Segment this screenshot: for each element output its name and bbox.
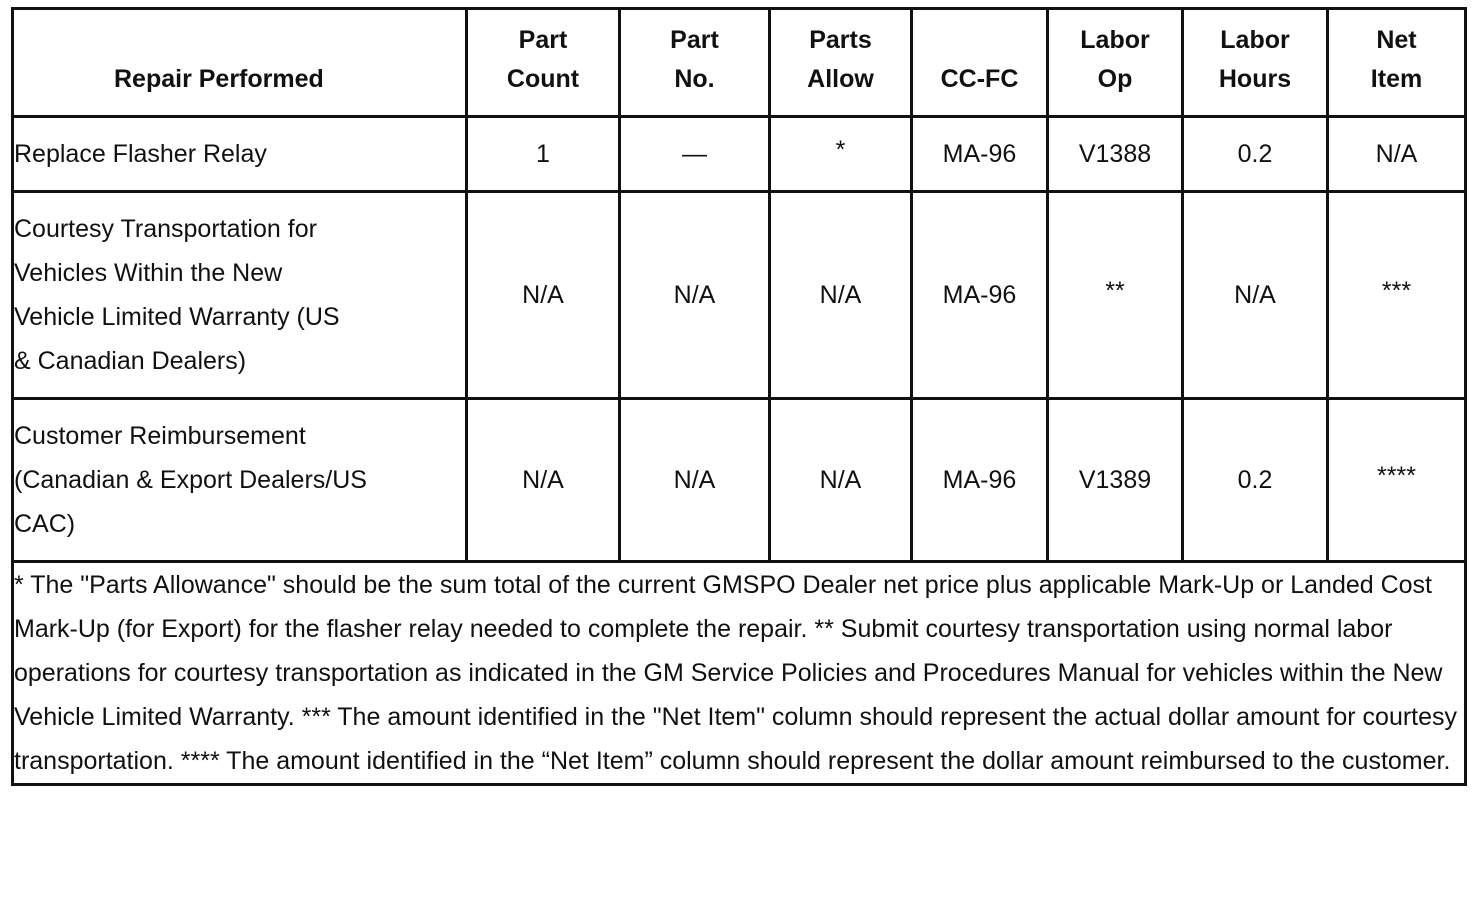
header-labor-op-line-2: Op <box>1097 65 1133 93</box>
repair-line: Courtesy Transportation for <box>14 215 317 243</box>
part-no-cell: N/A <box>620 192 770 399</box>
repair-line: Vehicle Limited Warranty (US <box>14 303 340 331</box>
labor-hours-cell: 0.2 <box>1183 117 1328 192</box>
parts-allow-cell: N/A <box>770 192 912 399</box>
parts-allow-cell <box>770 117 912 192</box>
header-labor-hours-line-2: Hours <box>1218 65 1292 93</box>
part-count-cell: N/A <box>467 399 620 562</box>
cc-fc-cell: MA-96 <box>912 117 1048 192</box>
header-parts-allow <box>770 9 912 117</box>
part-count-cell: N/A <box>467 192 620 399</box>
table-row-courtesy-transportation <box>13 192 1466 399</box>
repair-cell <box>13 192 467 399</box>
header-labor-op <box>1048 9 1183 117</box>
part-no-cell: N/A <box>620 399 770 562</box>
net-item-mark: *** <box>1381 277 1412 305</box>
repair-line: CAC) <box>14 510 76 538</box>
header-labor-hours <box>1183 9 1328 117</box>
header-labor-hours-line-1: Labor <box>1220 26 1290 54</box>
repair-cell <box>13 399 467 562</box>
net-item-cell: N/A <box>1328 117 1466 192</box>
header-labor-op-line-1: Labor <box>1080 26 1150 54</box>
repair-table <box>11 7 1467 786</box>
header-net-item-line-2: Item <box>1370 65 1423 93</box>
header-part-no <box>620 9 770 117</box>
header-part-count <box>467 9 620 117</box>
labor-op-cell <box>1048 192 1183 399</box>
labor-hours-cell: 0.2 <box>1183 399 1328 562</box>
repair-table-container <box>11 7 1464 907</box>
header-part-no-line-2: No. <box>674 65 715 93</box>
table-row-replace-flasher-relay <box>13 117 1466 192</box>
header-parts-allow-line-2: Allow <box>807 65 874 93</box>
repair-line: Vehicles Within the New <box>14 259 283 287</box>
repair-line: & Canadian Dealers) <box>14 347 247 375</box>
header-net-item <box>1328 9 1466 117</box>
table-footnote-row <box>13 562 1466 785</box>
repair-cell <box>13 117 467 192</box>
net-item-mark: **** <box>1377 462 1416 490</box>
net-item-cell <box>1328 192 1466 399</box>
header-part-count-line-1: Part <box>518 26 568 54</box>
header-repair-performed: Repair Performed <box>13 9 467 117</box>
net-item-cell <box>1328 399 1466 562</box>
repair-line: (Canadian & Export Dealers/US <box>14 466 367 494</box>
header-cc-fc: CC-FC <box>912 9 1048 117</box>
parts-allow-cell: N/A <box>770 399 912 562</box>
part-no-cell: — <box>620 117 770 192</box>
labor-op-mark: ** <box>1105 277 1125 305</box>
table-row-customer-reimbursement <box>13 399 1466 562</box>
header-net-item-line-1: Net <box>1376 26 1417 54</box>
header-part-count-line-2: Count <box>506 65 580 93</box>
labor-hours-cell: N/A <box>1183 192 1328 399</box>
cc-fc-cell: MA-96 <box>912 399 1048 562</box>
parts-allow-mark: * <box>835 136 846 164</box>
table-header-row <box>13 9 1466 117</box>
cc-fc-cell: MA-96 <box>912 192 1048 399</box>
repair-line: Replace Flasher Relay <box>14 140 267 168</box>
repair-line: Customer Reimbursement <box>14 422 306 450</box>
header-parts-allow-line-1: Parts <box>809 26 872 54</box>
labor-op-cell: V1388 <box>1048 117 1183 192</box>
header-part-no-line-1: Part <box>670 26 719 54</box>
part-count-cell: 1 <box>467 117 620 192</box>
footnote: * The "Parts Allowance" should be the sum total of the current GMSPO Dealer net price plus applicable Mark-Up or Landed Cost Mark-Up (for Export) for the flasher relay needed to complete the repair. ** Submit courtesy transportation using normal labor operations for courtesy transportation as indicated in the GM Service Policies and Procedures Manual for vehicles within the New Vehicle Limited Warranty. *** The amount identified in the "Net Item" column should represent the actual dollar amount for courtesy transportation. **** The amount identified in the “Net Item” column should represent the dollar amount reimbursed to the customer. <box>13 562 1466 785</box>
labor-op-cell: V1389 <box>1048 399 1183 562</box>
